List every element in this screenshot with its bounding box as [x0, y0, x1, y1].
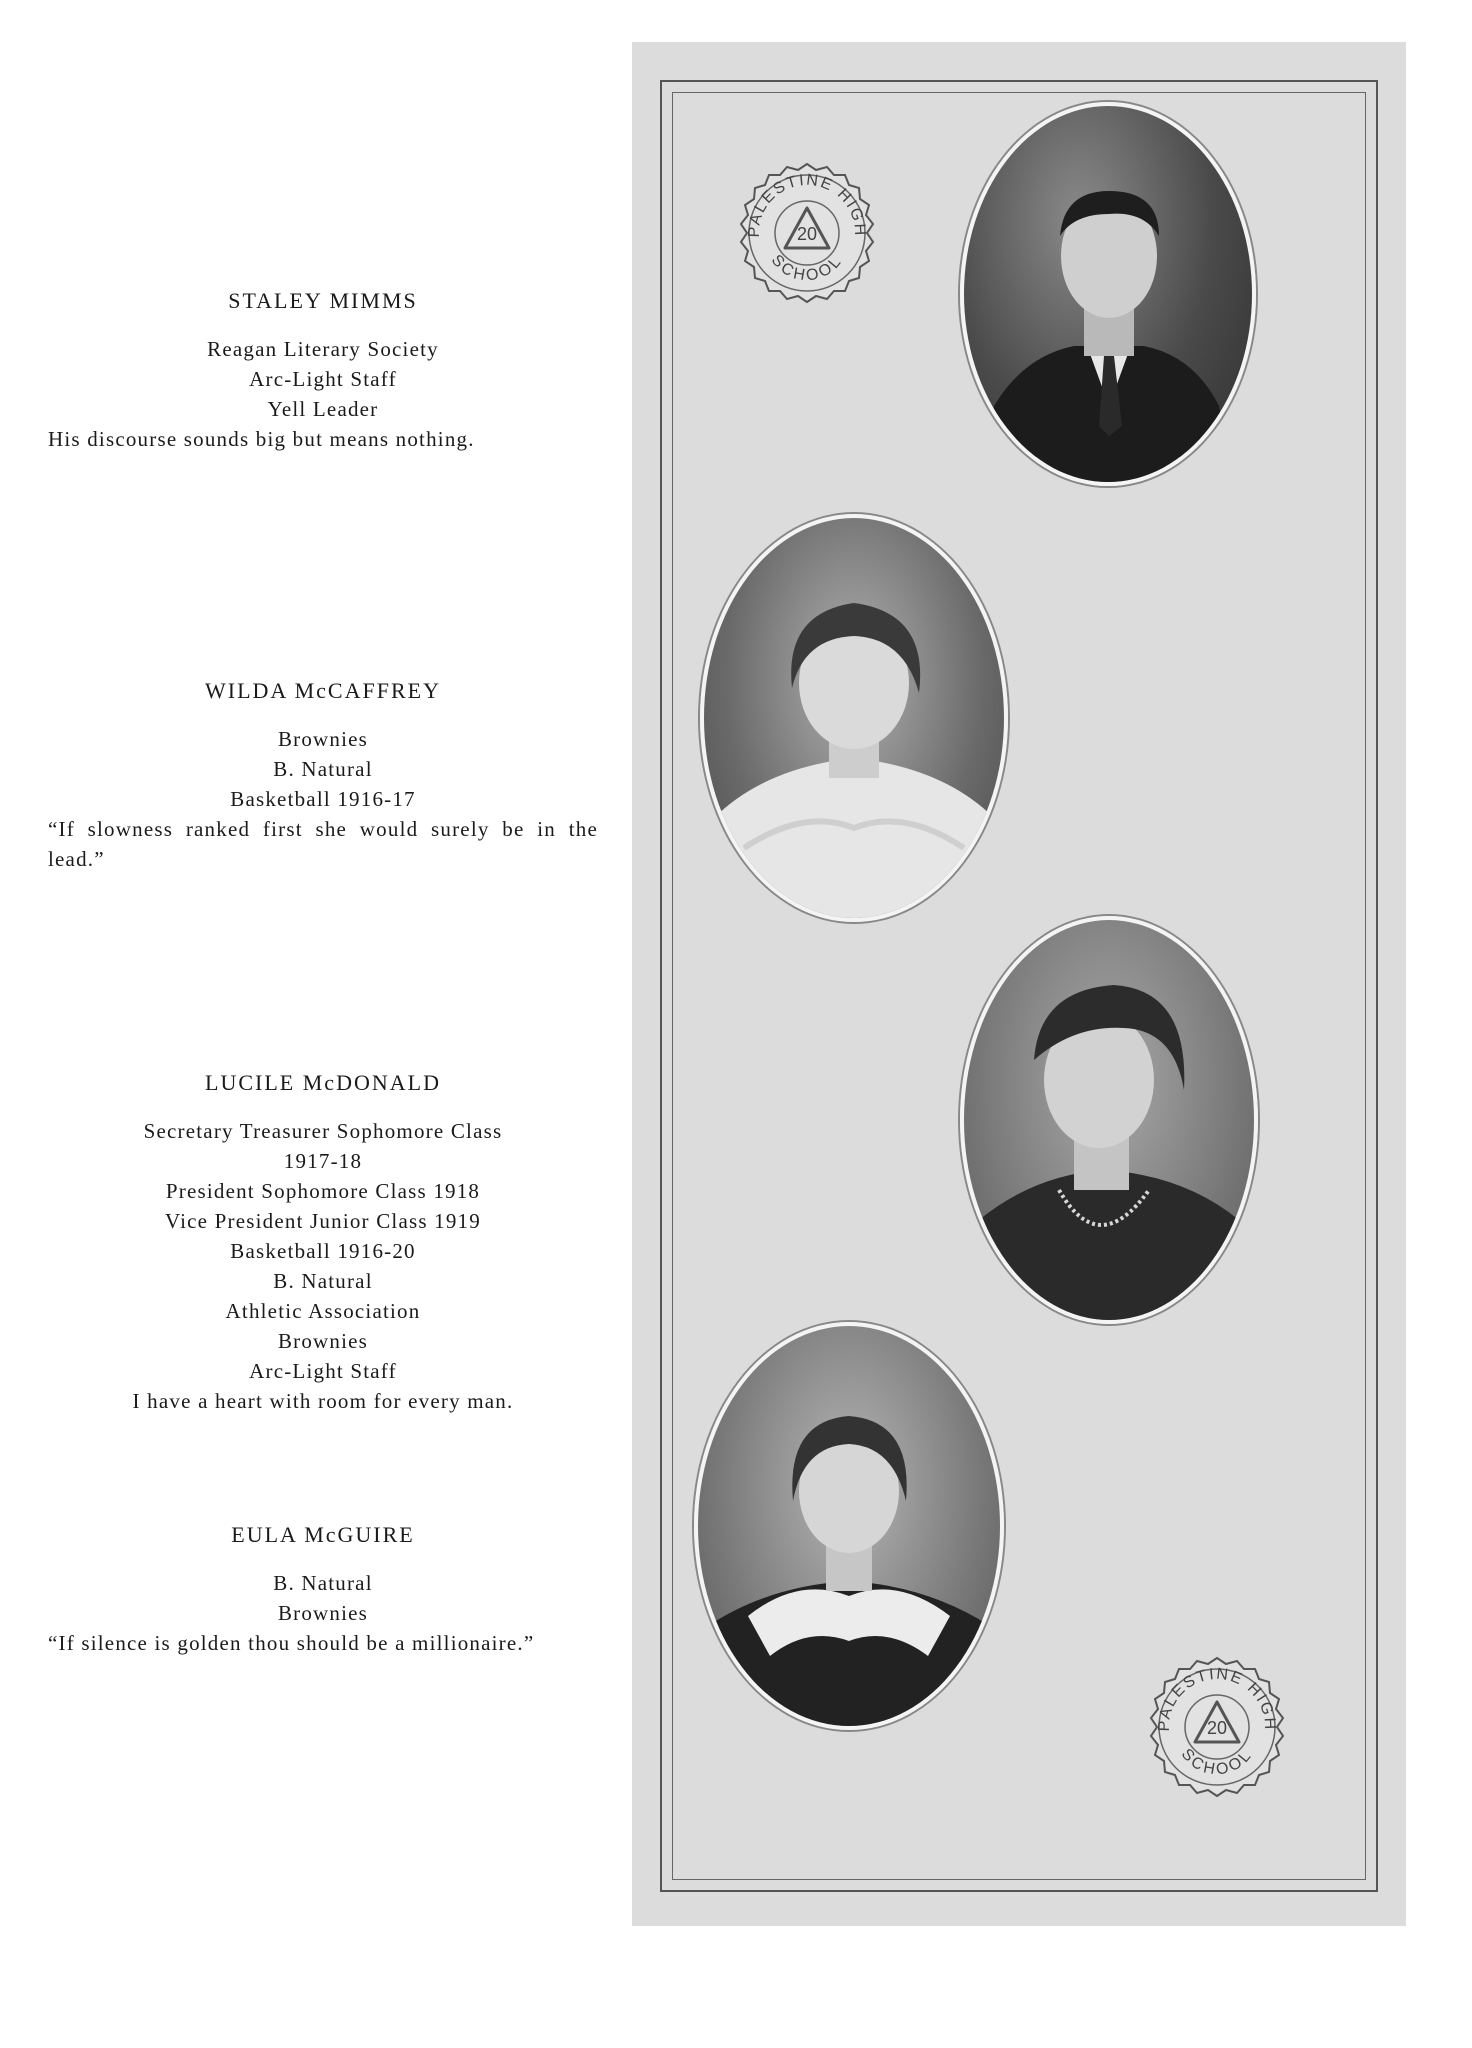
student-name: WILDA McCAFFREY: [205, 678, 441, 703]
activity-line: Vice President Junior Class 1919: [165, 1209, 481, 1233]
student-quote: His discourse sounds big but means nothing.: [48, 427, 475, 451]
bio-wilda-mccaffrey: [48, 676, 598, 874]
activity-line: Arc-Light Staff: [249, 1359, 397, 1383]
activity-line: Basketball 1916-17: [230, 787, 416, 811]
seal-text-bottom: SCHOOL: [1177, 1745, 1257, 1779]
activity-line: Brownies: [277, 1601, 369, 1625]
activity-line: Yell Leader: [267, 397, 379, 421]
activity-line: B. Natural: [273, 757, 373, 781]
student-name: EULA McGUIRE: [231, 1522, 415, 1547]
bio-staley-mimms: [48, 286, 598, 454]
bio-lucile-mcdonald: [48, 1068, 598, 1416]
portrait-eula-mcguire: [694, 1322, 1004, 1730]
seal-text-top: PALESTINE HIGH: [1155, 1665, 1279, 1732]
photo-panel: [632, 42, 1406, 1926]
seal-text-bottom: SCHOOL: [767, 251, 847, 285]
activity-line: Reagan Literary Society: [207, 337, 439, 361]
photo-image: [964, 920, 1254, 1320]
activity-line: Brownies: [277, 727, 369, 751]
seal-number: 20: [796, 224, 818, 244]
activity-line: Arc-Light Staff: [249, 367, 397, 391]
bio-eula-mcguire: [48, 1520, 598, 1658]
photo-image: [698, 1326, 1000, 1726]
activity-line: President Sophomore Class 1918: [165, 1179, 481, 1203]
student-name: STALEY MIMMS: [228, 288, 418, 313]
photo-image: [704, 518, 1004, 918]
activity-line: Basketball 1916-20: [230, 1239, 416, 1263]
portrait-wilda-mccaffrey: [700, 514, 1008, 922]
activity-line: Athletic Association: [225, 1299, 421, 1323]
seal-number: 20: [1206, 1718, 1228, 1738]
student-name: LUCILE McDONALD: [205, 1070, 441, 1095]
photo-image: [964, 106, 1252, 482]
portrait-lucile-mcdonald: [960, 916, 1258, 1324]
activity-line: Secretary Treasurer Sophomore Class: [143, 1119, 503, 1143]
activity-line: Brownies: [277, 1329, 369, 1353]
activity-line: 1917-18: [283, 1149, 363, 1173]
activity-line: B. Natural: [273, 1269, 373, 1293]
student-quote: I have a heart with room for every man.: [132, 1389, 514, 1413]
seal-text-top: PALESTINE HIGH: [745, 171, 869, 238]
school-seal-top: [732, 158, 882, 308]
portrait-staley-mimms: [960, 102, 1256, 486]
student-quote: “If silence is golden thou should be a millionaire.”: [48, 1631, 535, 1655]
activity-line: B. Natural: [273, 1571, 373, 1595]
school-seal-bottom: [1142, 1652, 1292, 1802]
student-quote: “If slowness ranked first she would surely be in the lead.”: [48, 817, 598, 871]
